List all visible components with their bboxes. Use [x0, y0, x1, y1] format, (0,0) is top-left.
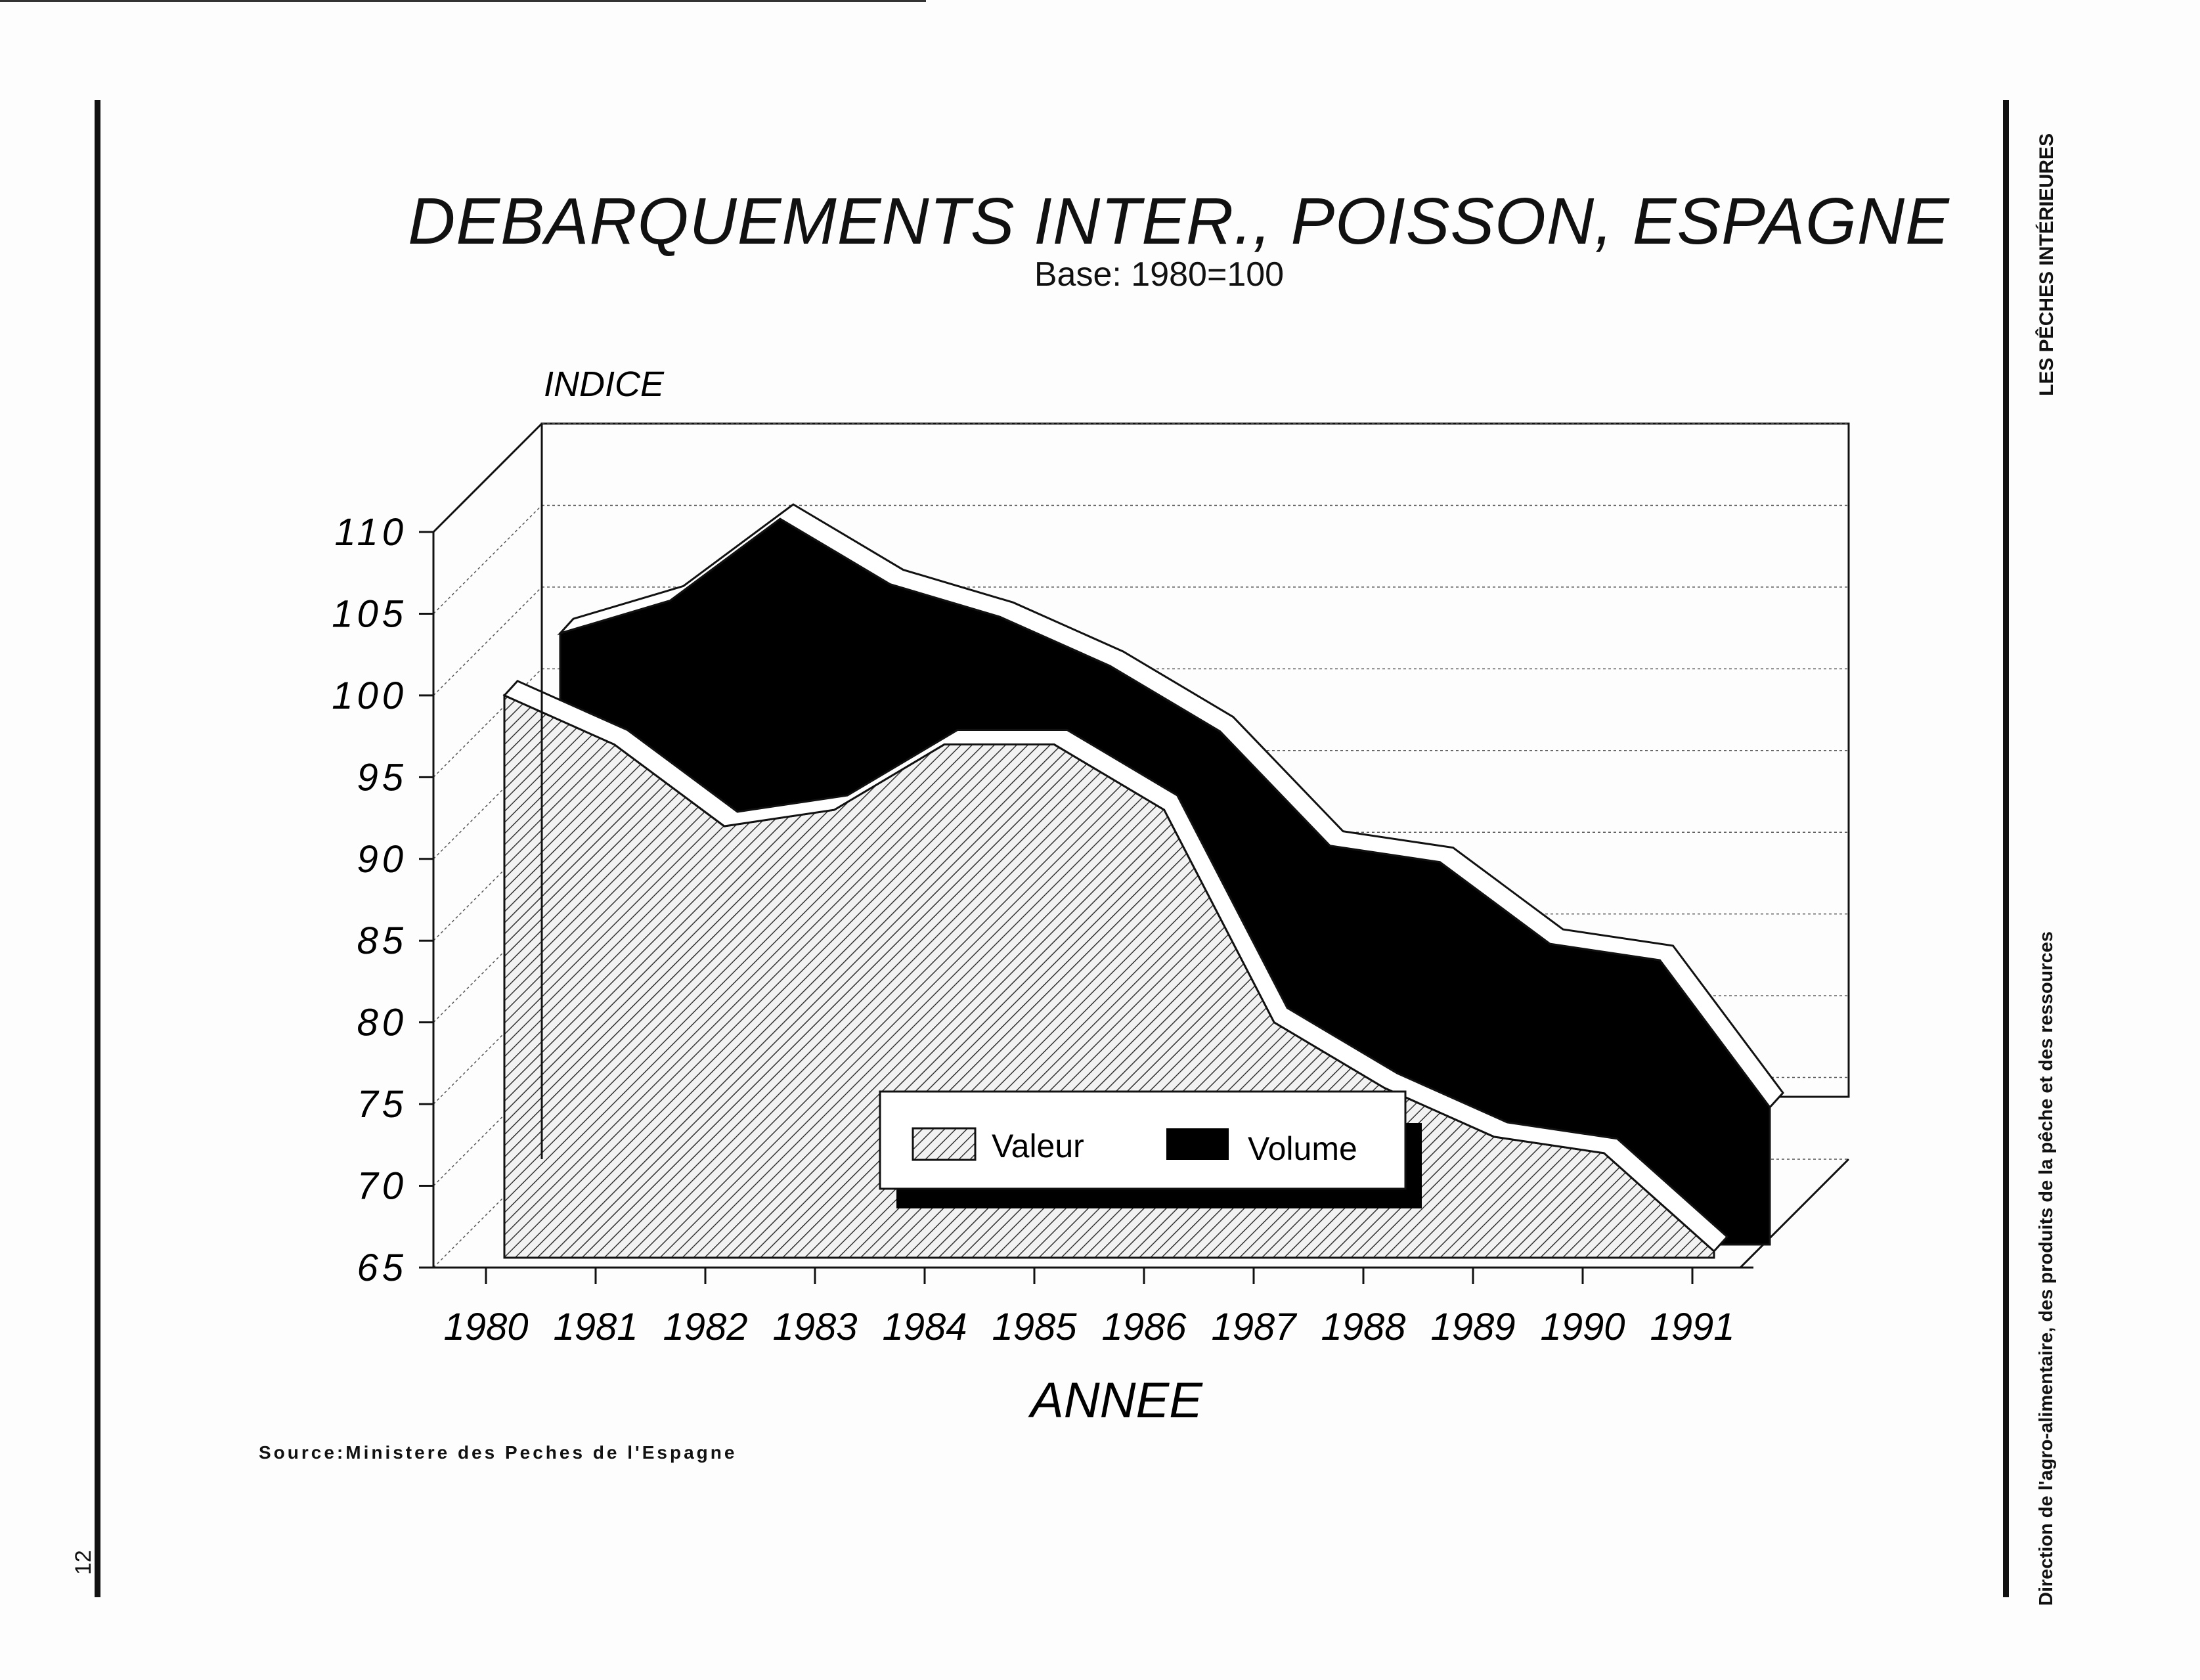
x-tick-label: 1980 — [443, 1306, 529, 1348]
x-tick-label: 1988 — [1321, 1306, 1406, 1348]
x-tick-label: 1990 — [1540, 1306, 1625, 1348]
x-tick-label: 1991 — [1650, 1306, 1735, 1348]
x-tick-label: 1981 — [553, 1306, 638, 1348]
y-tick-label: 95 — [357, 756, 407, 799]
x-tick-label: 1984 — [882, 1306, 967, 1348]
x-tick-label: 1985 — [992, 1306, 1077, 1348]
x-tick-label: 1983 — [772, 1306, 858, 1348]
page-number: 12 — [71, 1550, 96, 1575]
legend-swatch-valeur — [913, 1128, 975, 1160]
y-tick-label: 75 — [357, 1083, 407, 1126]
x-tick-label: 1982 — [663, 1306, 748, 1348]
y-tick-label: 70 — [357, 1164, 407, 1208]
y-axis-label: INDICE — [544, 365, 665, 404]
x-tick-label: 1987 — [1211, 1306, 1296, 1348]
y-tick-label: 90 — [357, 837, 407, 881]
y-tick-label: 80 — [357, 1001, 407, 1044]
side-gridline — [433, 505, 542, 613]
legend-label-valeur: Valeur — [992, 1128, 1084, 1164]
y-tick-label: 105 — [332, 592, 407, 636]
chart-subtitle: Base: 1980=100 — [1034, 255, 1285, 294]
y-tick-label: 65 — [357, 1247, 407, 1289]
source-note: Source:Ministere des Peches de l'Espagne — [259, 1442, 737, 1463]
chart-legend — [880, 1092, 1422, 1208]
side-footer: Direction de l'agro-alimentaire, des produits de la pêche et des ressources — [2036, 931, 2057, 1606]
x-tick-label: 1989 — [1430, 1306, 1516, 1348]
y-tick-label: 100 — [332, 674, 407, 717]
y-tick-label: 110 — [334, 511, 407, 554]
legend-swatch-volume — [1166, 1128, 1229, 1160]
y-tick-label: 85 — [357, 919, 407, 963]
chart-title: DEBARQUEMENTS INTER., POISSON, ESPAGNE — [408, 185, 1950, 258]
x-tick-label: 1986 — [1101, 1306, 1187, 1348]
x-axis-label: ANNEE — [1030, 1373, 1202, 1428]
legend-label-volume: Volume — [1248, 1130, 1357, 1167]
depth-edge — [433, 424, 542, 532]
side-header: LES PÊCHES INTÉRIEURES — [2036, 133, 2057, 396]
side-gridline — [433, 587, 542, 696]
